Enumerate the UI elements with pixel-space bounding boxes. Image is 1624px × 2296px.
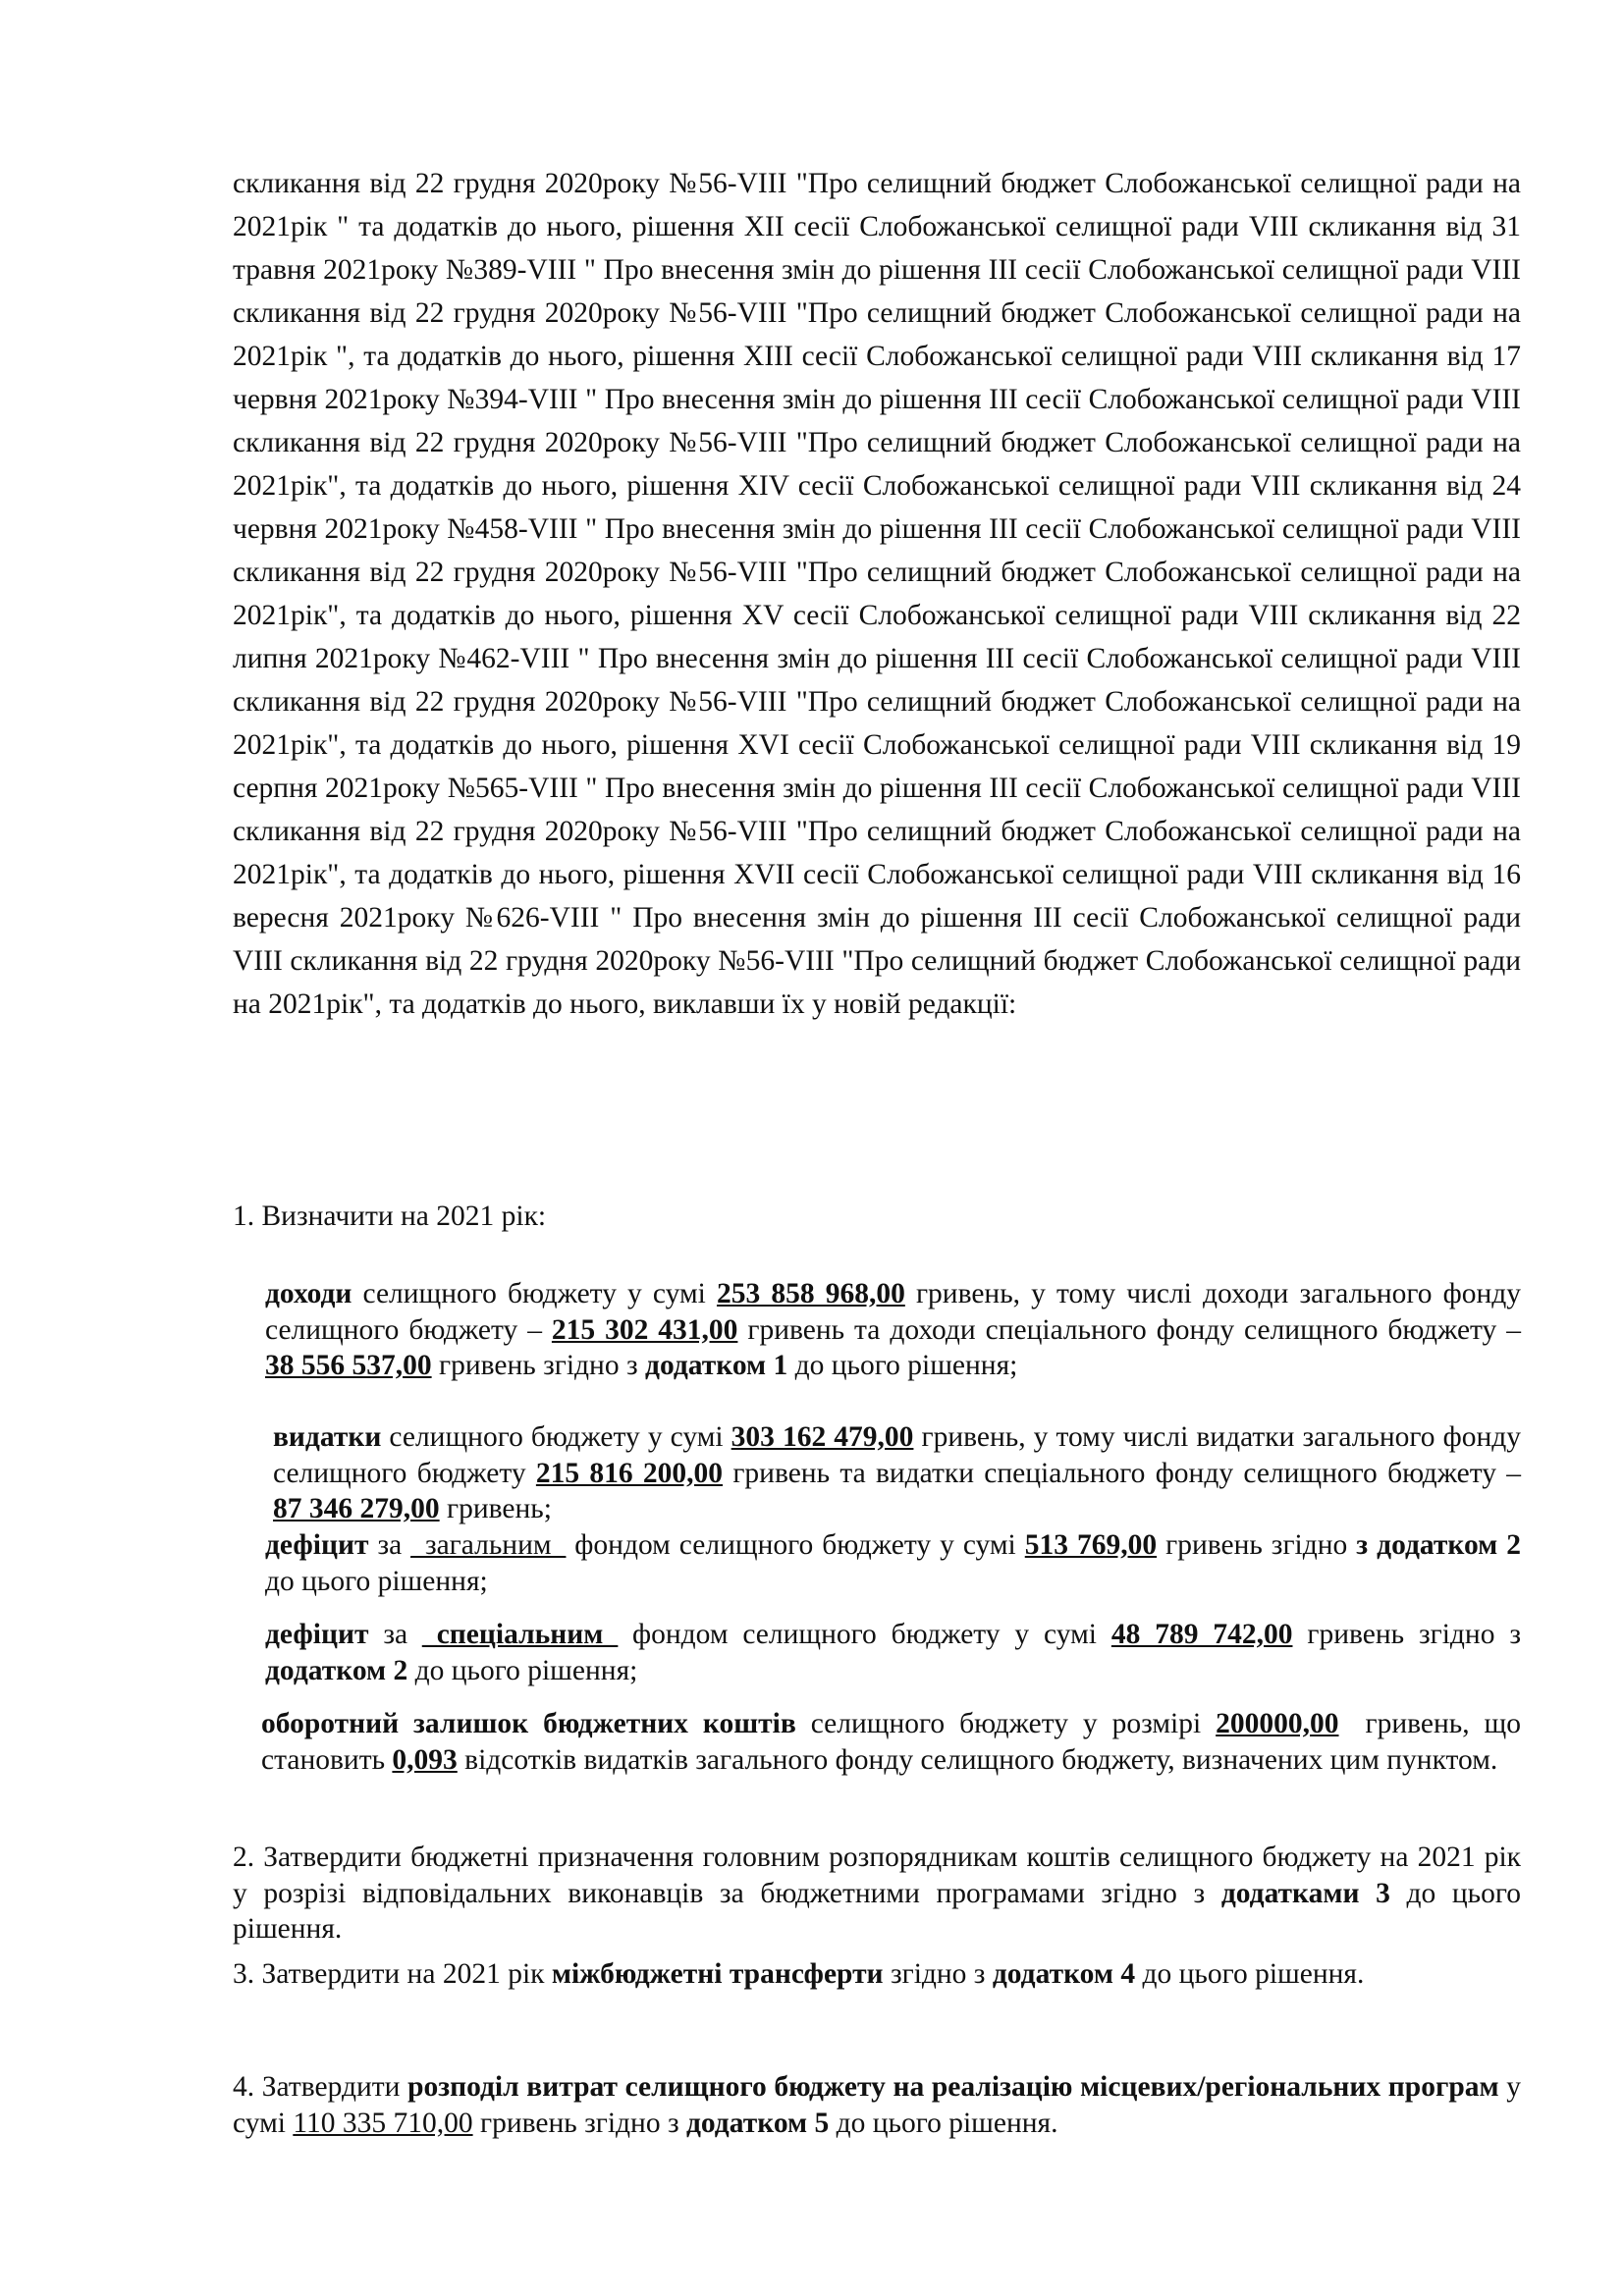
deficit-special-fund: _спеціальним_ <box>421 1619 619 1650</box>
income-annex: додатком 1 <box>645 1350 788 1381</box>
deficit-special-amount: 48 789 742,00 <box>1110 1619 1293 1650</box>
item3-paragraph <box>233 1956 1521 1993</box>
item2-paragraph <box>233 1840 1521 1948</box>
deficit-special-paragraph <box>265 1617 1521 1688</box>
deficit-general-amount: 513 769,00 <box>1024 1529 1158 1561</box>
deficit-special-text-3: гривень згідно з <box>1292 1619 1521 1650</box>
reserve-text-3: відсотків видатків загального фонду селищного бюджету, визначених цим пунктом. <box>457 1743 1498 1776</box>
item3-text-2: згідно з <box>883 1958 993 1990</box>
deficit-special-text-2: фондом селищного бюджету у сумі <box>618 1619 1111 1650</box>
intro-paragraph: скликання від 22 грудня 2020року №56-VIII "Про селищний бюджет Слобожанської селищної ради на 2021рік " та додатків до нього, рішення XII сесії Слобожанської селищної ради VIII скликання від 31 травня 2021року №389-VIII " Про внесення змін до рішення III сесії Слобожанської селищної ради VIII скликання від 22 грудня 2020року №56-VIII "Про селищний бюджет Слобожанської селищної ради на 2021рік ", та додатків до нього, рішення XIII сесії Слобожанської селищної ради VIII скликання від 17 червня 2021року №394-VIII " Про внесення змін до рішення III сесії Слобожанської селищної ради VIII скликання від 22 грудня 2020року №56-VIII "Про селищний бюджет Слобожанської селищної ради на 2021рік", та додатків до нього, рішення XIV сесії Слобожанської селищної ради VIII скликання від 24 червня 2021року №458-VIII " Про внесення змін до рішення III сесії Слобожанської селищної ради VIII скликання від 22 грудня 2020року №56-VIII "Про селищний бюджет Слобожанської селищної ради на 2021рік", та додатків до нього, рішення XV сесії Слобожанської селищної ради VIII скликання від 22 липня 2021року №462-VIII " Про внесення змін до рішення III сесії Слобожанської селищної ради VIII скликання від 22 грудня 2020року №56-VIII "Про селищний бюджет Слобожанської селищної ради на 2021рік", та додатків до нього, рішення XVI сесії Слобожанської селищної ради VIII скликання від 19 серпня 2021року №565-VIII " Про внесення змін до рішення III сесії Слобожанської селищної ради VIII скликання від 22 грудня 2020року №56-VIII "Про селищний бюджет Слобожанської селищної ради на 2021рік", та додатків до нього, рішення XVII сесії Слобожанської селищної ради VIII скликання від 16 вересня 2021року №626-VIII " Про внесення змін до рішення III сесії Слобожанської селищної ради VIII скликання від 22 грудня 2020року №56-VIII "Про селищний бюджет Слобожанської селищної ради на 2021рік", та додатків до нього, виклавши їх у новій редакції: <box>233 168 1521 1020</box>
deficit-general-z: з <box>1356 1529 1369 1561</box>
deficit-general-annex: додатком 2 <box>1377 1529 1521 1561</box>
item2-text-1: 2. Затвердити бюджетні призначення головним розпорядникам коштів селищного бюджету на 2021 рік у розрізі відповідальних виконавців за бюджетними програмами згідно з <box>233 1842 1521 1909</box>
expenses-paragraph <box>273 1419 1521 1527</box>
income-total: 253 858 968,00 <box>716 1278 905 1309</box>
item4-text-3: гривень згідно з <box>472 2107 686 2139</box>
deficit-general-text-2: фондом селищного бюджету у сумі <box>566 1529 1025 1561</box>
item4-annex: додатком 5 <box>685 2107 830 2139</box>
deficit-special-text-4: до цього рішення; <box>407 1654 638 1686</box>
expenses-text-4: гривень; <box>439 1493 552 1524</box>
expenses-general-fund: 215 816 200,00 <box>535 1457 724 1489</box>
expenses-text-1: селищного бюджету у сумі <box>381 1421 731 1453</box>
deficit-general-paragraph <box>265 1527 1521 1599</box>
expenses-term: видатки <box>273 1421 382 1453</box>
deficit-special-text-1: за <box>368 1619 422 1650</box>
deficit-general-text-3: гривень згідно <box>1157 1529 1357 1561</box>
reserve-paragraph <box>261 1706 1521 1778</box>
item3-bold: міжбюджетні трансферти <box>551 1958 884 1990</box>
item3-text-1: 3. Затвердити на 2021 рік <box>233 1958 552 1990</box>
reserve-percent: 0,093 <box>392 1743 458 1776</box>
income-text-2: гривень, у тому числі доходи загального фонду селищного бюджету – <box>265 1278 1521 1346</box>
income-term: доходи <box>265 1278 352 1309</box>
deficit-general-text-1: за <box>368 1529 411 1561</box>
income-text-1: селищного бюджету у сумі <box>352 1278 717 1309</box>
item2-text-2: до цього рішення. <box>233 1877 1521 1945</box>
item3-annex: додатком 4 <box>992 1958 1136 1990</box>
income-text-3: гривень та доходи спеціального фонду селищного бюджету – <box>737 1313 1522 1346</box>
expenses-text-2: гривень, у тому числі видатки загального фонду селищного бюджету <box>273 1421 1521 1489</box>
expenses-text-3: гривень та видатки спеціального фонду селищного бюджету – <box>723 1457 1521 1489</box>
reserve-amount: 200000,00 <box>1216 1708 1339 1739</box>
deficit-general-fund: _загальним_ <box>410 1529 567 1561</box>
income-text-4: гривень згідно з <box>431 1350 646 1381</box>
item4-text-1: 4. Затвердити <box>233 2071 408 2103</box>
deficit-general-text-4: до цього рішення; <box>265 1565 488 1597</box>
reserve-text-1: селищного бюджету у розмірі <box>795 1708 1217 1739</box>
deficit-special-annex: додатком 2 <box>265 1654 408 1686</box>
item3-text-3: до цього рішення. <box>1135 1958 1365 1990</box>
item4-bold: розподіл витрат селищного бюджету на реалізацію місцевих/регіональних програм <box>407 2071 1499 2103</box>
income-paragraph <box>265 1276 1521 1384</box>
reserve-term: оборотний залишок бюджетних коштів <box>261 1708 796 1739</box>
deficit-special-term: дефіцит <box>265 1619 369 1650</box>
item2-annex: додатками 3 <box>1220 1877 1390 1909</box>
expenses-special-fund: 87 346 279,00 <box>273 1493 440 1524</box>
deficit-general-term: дефіцит <box>265 1529 369 1561</box>
item4-paragraph <box>233 2069 1521 2141</box>
expenses-total: 303 162 479,00 <box>731 1421 914 1453</box>
reserve-text-2: гривень, що становить <box>261 1708 1521 1776</box>
income-general-fund: 215 302 431,00 <box>551 1313 738 1346</box>
income-special-fund: 38 556 537,00 <box>265 1350 432 1381</box>
item4-amount: 110 335 710,00 <box>293 2107 473 2139</box>
income-text-5: до цього рішення; <box>787 1350 1018 1381</box>
item4-text-2: у сумі <box>233 2071 1521 2139</box>
item1-heading: 1. Визначити на 2021 рік: <box>233 1201 547 1232</box>
item4-text-4: до цього рішення. <box>829 2107 1058 2139</box>
